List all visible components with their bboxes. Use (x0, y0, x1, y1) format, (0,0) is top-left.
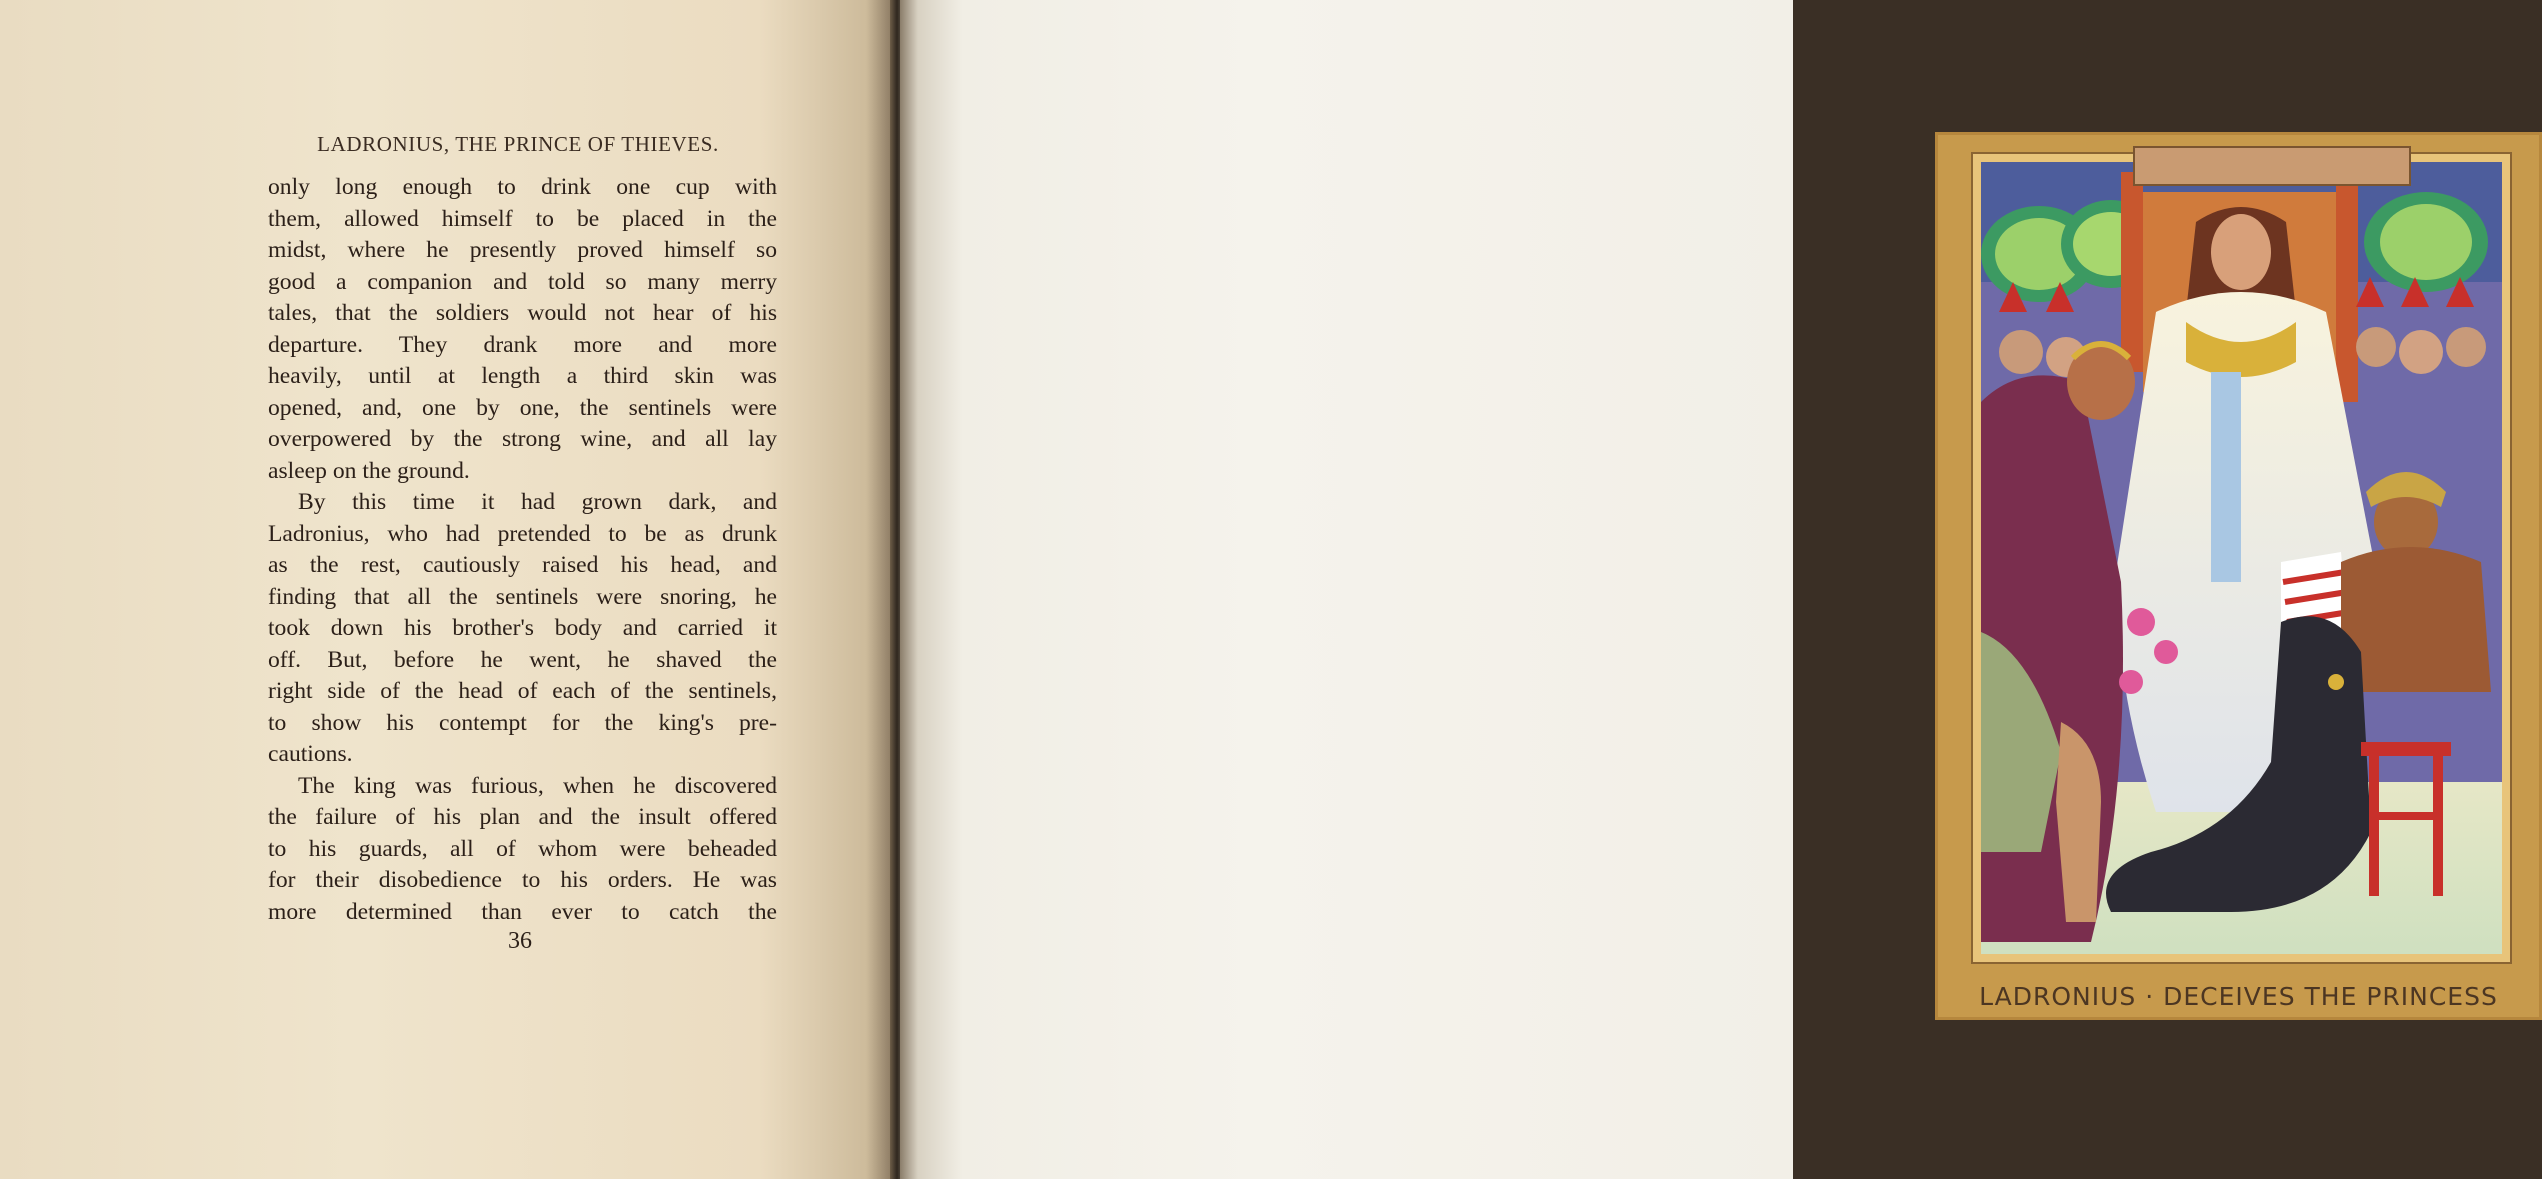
text-line: right side of the head of each of the sentinels, (268, 678, 777, 704)
throne-lintel (2133, 146, 2411, 186)
text-line: asleep on the ground. (268, 457, 470, 484)
text-line: the failure of his plan and the insult offered (268, 804, 777, 830)
text-line: heavily, until at length a third skin was (268, 363, 777, 389)
text-line: to his guards, all of whom were beheaded (268, 835, 777, 862)
illustration-plate (1935, 132, 2542, 1020)
plate-caption: LADRONIUS · DECEIVES THE PRINCESS (1979, 982, 2498, 1011)
paragraph (268, 487, 777, 771)
text-line: departure. They drank more and more (268, 331, 777, 358)
text-line: only long enough to drink one cup with (268, 174, 777, 200)
text-line: finding that all the sentinels were snoring, he (268, 583, 777, 610)
text-line: The king was furious, when he discovered (298, 772, 777, 799)
text-line: to show his contempt for the king's pre- (268, 709, 777, 736)
paragraph (268, 172, 777, 487)
illustration (1981, 162, 2502, 954)
right-page (900, 0, 2498, 1179)
text-line: cautions. (268, 741, 353, 767)
paragraph (268, 771, 777, 929)
plate-inner-border (1971, 152, 2512, 964)
text-line: Ladronius, who had pretended to be as drunk (268, 520, 777, 547)
text-line: as the rest, cautiously raised his head, and (268, 552, 777, 578)
text-line: for their disobedience to his orders. He was (268, 867, 777, 893)
text-line: By this time it had grown dark, and (298, 489, 777, 515)
text-line: took down his brother's body and carried it (268, 615, 777, 641)
text-line: tales, that the soldiers would not hear of his (268, 300, 777, 326)
running-head: LADRONIUS, THE PRINCE OF THIEVES. (317, 132, 719, 156)
text-line: opened, and, one by one, the sentinels were (268, 394, 777, 421)
left-page (0, 0, 893, 1179)
text-line: more determined than ever to catch the (268, 898, 777, 925)
text-line: good a companion and told so many merry (268, 268, 777, 295)
illustration-scene (1981, 162, 2502, 954)
peacock-fan-right (2364, 192, 2488, 292)
page-number: 36 (508, 928, 532, 954)
text-line: overpowered by the strong wine, and all lay (268, 426, 777, 452)
text-line: off. But, before he went, he shaved the (268, 646, 777, 673)
text-line: midst, where he presently proved himself so (268, 237, 777, 263)
body-text (268, 172, 777, 928)
text-line: them, allowed himself to be placed in the (268, 205, 777, 232)
